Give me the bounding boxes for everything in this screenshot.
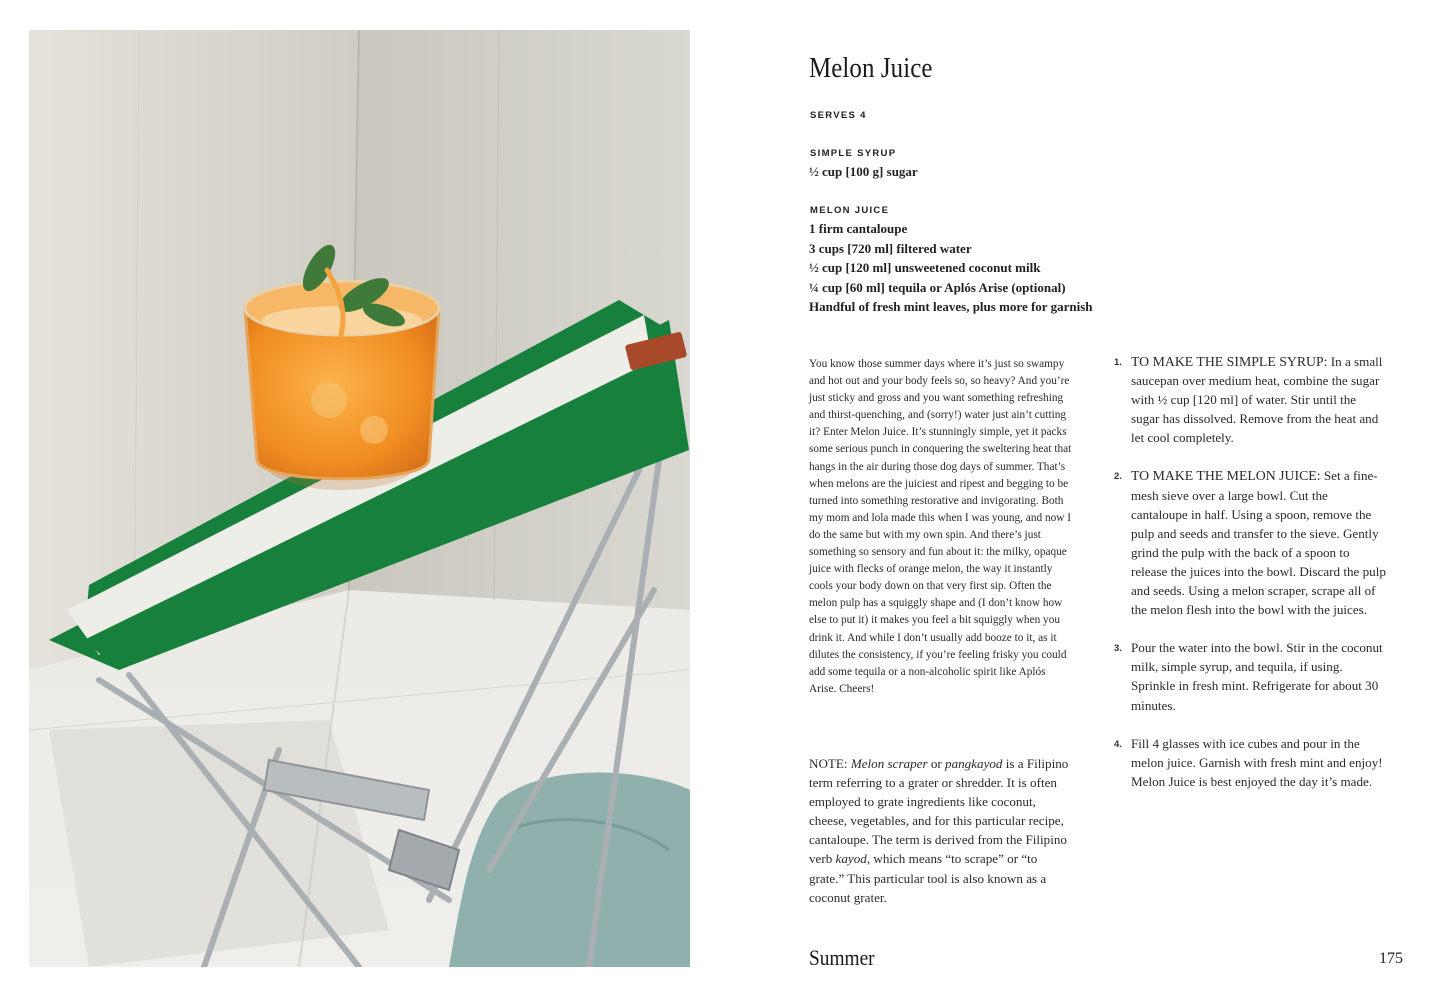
step-lead: TO MAKE THE SIMPLE SYRUP:: [1131, 354, 1328, 369]
page-number: 175: [1379, 950, 1403, 967]
note-body-1: is a Filipino term referring to a grater or shredder. It is often employed to grate ingredients like coconut, cheese, vegetables, and for this particular recipe, cantaloupe. The term is derived from the Filipino verb: [809, 756, 1069, 867]
step-1: [1114, 352, 1386, 447]
serves-label: SERVES 4: [810, 110, 867, 121]
step-2: [1114, 466, 1386, 619]
note-term-pangkayod: pangkayod: [945, 756, 1003, 771]
ingredient-item: Handful of fresh mint leaves, plus more for garnish: [809, 299, 1093, 314]
recipe-title: Melon Juice: [809, 52, 933, 84]
step-4: [1114, 734, 1386, 791]
simple-syrup-heading: SIMPLE SYRUP: [810, 148, 897, 159]
melon-juice-ingredients: [809, 219, 1093, 317]
note-text: [809, 754, 1075, 907]
headnote-text: You know those summer days where it’s just so swampy and hot out and your body feels so, so heavy? And you’re just sticky and gross and you want something refreshing and thirst-quenching, and (sorry!) water just ain’t cutting it? Enter Melon Juice. It’s stunningly simple, yet it packs some serious punch in conquering the sweltering heat that hangs in the air during those dog days of summer. That’s when melons are the juiciest and ripest and begging to be turned into something restorative and invigorating. Both my mom and lola made this when I was young, and now I do the same but with my own spin. And there’s just something so sensory and fun about it: the milky, opaque juice with flecks of orange melon, the way it instantly cools your body down on that very first sip. Often the melon pulp has a squiggly shape and (I don’t know how else to put it) it makes you feel a bit squiggly when you drink it. And while I don’t usually add booze to it, as it dilutes the consistency, if you’re feeling frisky you could add some tequila or a non-alcoholic spirit like Aplós Arise. Cheers!: [809, 358, 1072, 695]
step-number: 3.: [1114, 643, 1122, 655]
simple-syrup-ingredients: [809, 162, 918, 182]
step-3: [1114, 638, 1386, 714]
headnote: [809, 356, 1075, 698]
melon-juice-photo-illustration: [29, 30, 690, 967]
step-text: Fill 4 glasses with ice cubes and pour in the melon juice. Garnish with fresh mint and enjoy! Melon Juice is best enjoyed the day it’s made.: [1131, 735, 1383, 789]
note-connector: or: [927, 756, 946, 771]
step-lead: TO MAKE THE MELON JUICE:: [1131, 468, 1321, 484]
recipe-photo: [29, 30, 690, 967]
note-body-2: , which means “to scrape” or “to grate.” This particular tool is also known as a coconut grater.: [809, 851, 1047, 905]
ingredient-item: ¼ cup [60 ml] tequila or Aplós Arise (optional): [809, 279, 1066, 295]
ingredient-item: 3 cups [720 ml] filtered water: [809, 240, 972, 256]
ingredient-item: 1 firm cantaloupe: [809, 221, 908, 236]
step-number: 1.: [1114, 357, 1122, 368]
method-steps: [1114, 352, 1386, 791]
note-label: NOTE:: [809, 756, 848, 771]
chapter-footer: Summer: [809, 945, 875, 970]
note-term-melon-scraper: Melon scraper: [850, 756, 928, 771]
step-text: Pour the water into the bowl. Stir in the coconut milk, simple syrup, and tequila, if using. Sprinkle in fresh mint. Refrigerate for about 30 minutes.: [1131, 640, 1383, 713]
step-number: 2.: [1114, 471, 1122, 483]
step-text: Set a fine-mesh sieve over a large bowl. Cut the cantaloupe in half. Using a spoon, remove the pulp and seeds and transfer to the sieve. Gently grind the pulp with the back of a spoon to release the juices into the bowl. Discard the pulp and seeds. Using a melon scraper, scrape all of the melon flesh into the bowl with the juices.: [1131, 468, 1386, 618]
note-box: [809, 754, 1075, 907]
step-text: In a small saucepan over medium heat, combine the sugar with ½ cup [120 ml] of water. Stir until the sugar has dissolved. Remove from the heat and let cool completely.: [1131, 354, 1383, 446]
ingredient-item: ½ cup [120 ml] unsweetened coconut milk: [809, 260, 1041, 275]
melon-juice-heading: MELON JUICE: [810, 205, 890, 216]
note-term-kayod: kayod: [835, 851, 867, 867]
step-number: 4.: [1114, 738, 1122, 750]
ingredient-item: ½ cup [100 g] sugar: [809, 164, 918, 179]
